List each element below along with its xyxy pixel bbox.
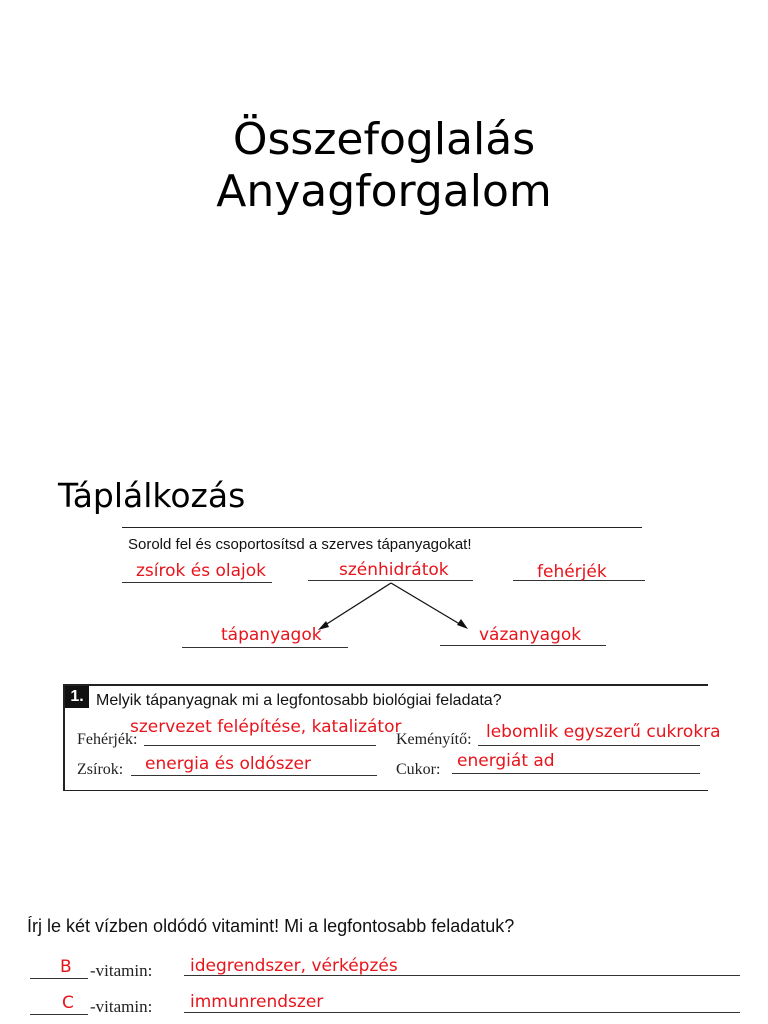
answer-proteins-function: szervezet felépítése, katalizátor: [130, 717, 402, 737]
group-nutrients: tápanyagok: [221, 625, 322, 645]
answer-fats-function: energia és oldószer: [145, 754, 311, 774]
vitamin-c-task: immunrendszer: [190, 992, 324, 1012]
answer-carbohydrates: szénhidrátok: [339, 560, 449, 580]
arrow-right-head: [457, 619, 468, 629]
answer-fats: zsírok és olajok: [136, 561, 266, 581]
arrow-left: [322, 583, 391, 627]
instruction-classify: Sorold fel és csoportosítsd a szerves tápanyagokat!: [128, 536, 472, 553]
question-functions: Melyik tápanyagnak mi a legfontosabb biológiai feladata?: [96, 692, 502, 709]
vitamin-letter-c: C: [62, 993, 74, 1013]
exercise-top-border: [63, 684, 708, 686]
group-structural: vázanyagok: [479, 625, 582, 645]
scan-top-border: [122, 527, 642, 528]
arrow-right: [391, 583, 463, 626]
slide-title-line1: Összefoglalás: [232, 114, 536, 165]
vitamin-suffix: -vitamin:: [90, 961, 153, 980]
answer-line: [184, 1012, 740, 1013]
exercise-number-badge: 1.: [65, 686, 89, 708]
label-starch: Keményítő:: [396, 731, 472, 748]
slide-title-line2: Anyagforgalom: [216, 166, 552, 217]
answer-line: [30, 978, 88, 979]
answer-line: [478, 745, 700, 746]
answer-line: [452, 773, 700, 774]
answer-sugar-function: energiát ad: [457, 751, 555, 771]
exercise-bottom-border: [63, 790, 708, 791]
section-title: Táplálkozás: [58, 476, 246, 515]
answer-line: [131, 775, 377, 776]
answer-line: [144, 745, 376, 746]
answer-line: [30, 1014, 88, 1015]
answer-proteins: fehérjék: [537, 562, 607, 582]
answer-starch-function: lebomlik egyszerű cukrokra: [486, 722, 721, 742]
label-fats: Zsírok:: [77, 761, 124, 778]
question-vitamins: Írj le két vízben oldódó vitamint! Mi a legfontosabb feladatuk?: [27, 916, 515, 936]
label-proteins: Fehérjék:: [77, 731, 138, 748]
answer-line: [440, 645, 606, 646]
branch-arrows: [300, 580, 480, 640]
vitamin-letter-b: B: [60, 957, 72, 977]
vitamin-suffix: -vitamin:: [90, 997, 153, 1016]
label-sugar: Cukor:: [396, 761, 441, 778]
answer-line: [122, 582, 272, 583]
answer-line: [182, 647, 348, 648]
vitamin-b-task: idegrendszer, vérképzés: [190, 956, 398, 976]
